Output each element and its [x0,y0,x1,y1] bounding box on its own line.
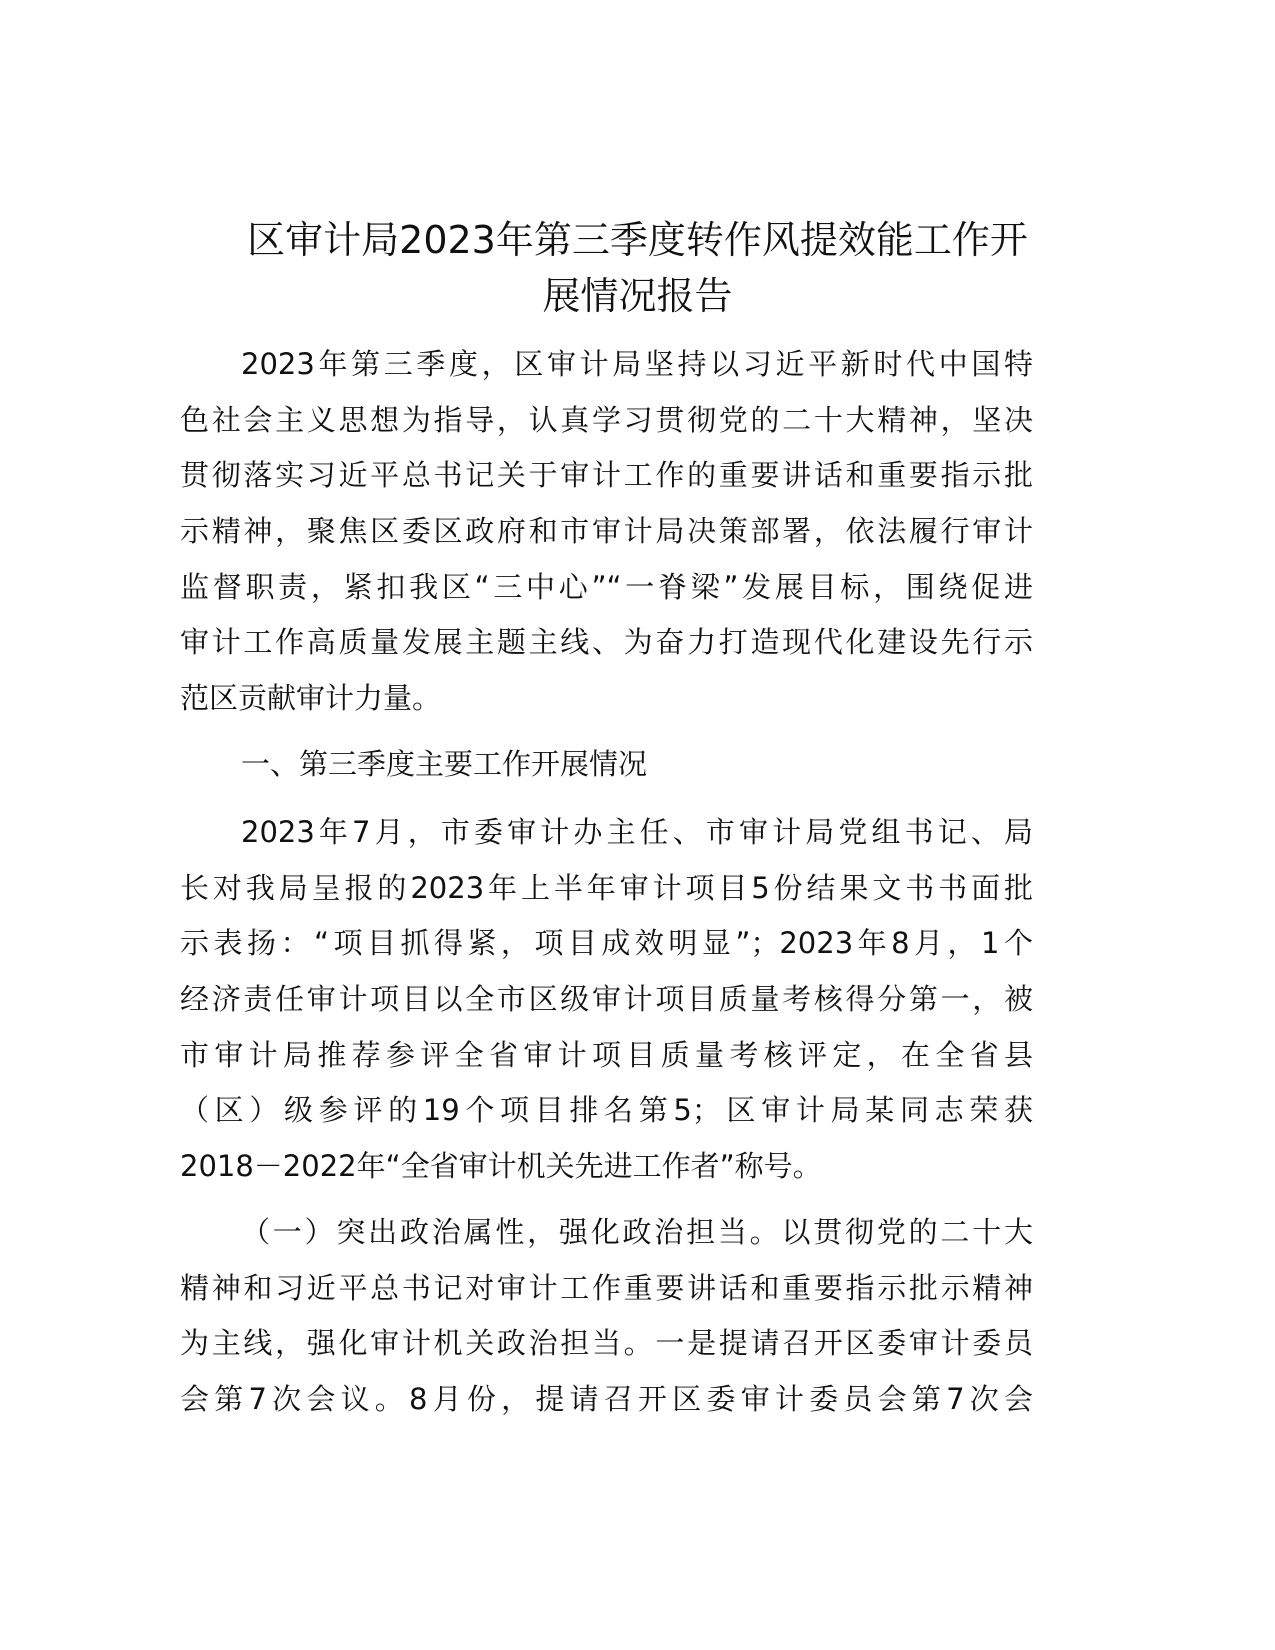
document-title-line-1: 区审计局2023年第三季度转作风提效能工作开 [247,218,1028,262]
text-line: 审计工作高质量发展主题主线、为奋力打造现代化建设先行示 [180,625,1033,660]
paragraph-political [180,1205,1033,1428]
text-line: 2023年第三季度，区审计局坚持以习近平新时代中国特 [241,347,1033,381]
text-line: 示表扬：“项目抓得紧，项目成效明显”；2023年8月，1个 [180,926,1033,961]
text-line: （区）级参评的19个项目排名第5；区审计局某同志荣获 [180,1093,1033,1128]
text-line: 精神和习近平总书记对审计工作重要讲话和重要指示批示精神 [180,1270,1033,1305]
text-line: 经济责任审计项目以全市区级审计项目质量考核得分第一，被 [180,982,1033,1017]
text-line: 示精神，聚焦区委区政府和市审计局决策部署，依法履行审计 [180,514,1033,549]
heading-text: 一、第三季度主要工作开展情况 [241,747,648,781]
text-line: 市审计局推荐参评全省审计项目质量考核评定，在全省县 [180,1037,1033,1072]
section-heading [180,737,1033,793]
text-line: 监督职责，紧扣我区“三中心”“一脊梁”发展目标，围绕促进 [180,569,1033,604]
text-line: 长对我局呈报的2023年上半年审计项目5份结果文书书面批 [180,870,1033,905]
text-line: 2023年7月，市委审计办主任、市审计局党组书记、局 [241,815,1033,849]
text-line: （一）突出政治属性，强化政治担当。以贯彻党的二十大 [241,1215,1033,1249]
paragraph-intro [180,337,1033,727]
text-line: 为主线，强化审计机关政治担当。一是提请召开区委审计委员 [180,1326,1033,1361]
text-line: 贯彻落实习近平总书记关于审计工作的重要讲话和重要指示批 [180,458,1033,493]
text-line: 会第7次会议。8月份，提请召开区委审计委员会第7次会 [180,1382,1033,1417]
text-line: 2018－2022年“全省审计机关先进工作者”称号。 [180,1149,822,1184]
text-line: 范区贡献审计力量。 [180,681,442,716]
text-line: 色社会主义思想为指导，认真学习贯彻党的二十大精神，坚决 [180,402,1033,437]
paragraph-achievements [180,805,1033,1195]
document-title-line-2: 展情况报告 [542,274,733,318]
